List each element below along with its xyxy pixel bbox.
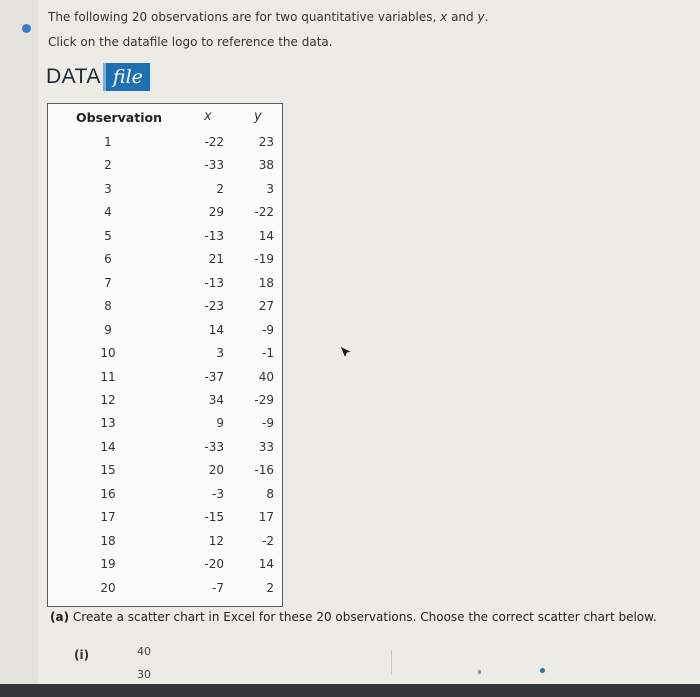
cell-observation: 17 [100, 510, 116, 525]
cell-y: -19 [254, 252, 274, 267]
cell-y: 38 [258, 158, 274, 173]
header-y: y [254, 109, 262, 124]
cell-x: -37 [204, 369, 224, 384]
cell-observation: 8 [104, 299, 112, 314]
table-row [48, 225, 282, 248]
table-row [48, 272, 282, 295]
cell-observation: 11 [100, 369, 116, 384]
cell-observation: 4 [104, 205, 112, 220]
cell-x: -22 [204, 135, 224, 149]
cell-observation: 13 [100, 416, 116, 431]
table-row [48, 131, 282, 154]
cell-y: 33 [258, 439, 274, 454]
cell-x: -15 [204, 510, 224, 525]
cell-y: -16 [254, 463, 274, 478]
cell-x: 3 [216, 346, 224, 361]
cell-x: -20 [204, 557, 224, 572]
instruction-text: Click on the datafile logo to reference the data. [48, 35, 333, 49]
cell-observation: 20 [100, 580, 116, 595]
header-observation: Observation [76, 110, 162, 125]
cell-x: -13 [204, 275, 224, 290]
cell-y: 14 [258, 557, 274, 572]
datafile-logo-file: file [103, 63, 150, 91]
cell-y: 2 [266, 580, 274, 595]
table-row [48, 248, 282, 271]
cell-x: 14 [208, 322, 224, 337]
cell-y: 14 [258, 228, 274, 243]
table-row [48, 389, 282, 412]
cell-x: -7 [212, 580, 224, 595]
cell-observation: 14 [100, 439, 116, 454]
table-row [48, 366, 282, 389]
table-row [48, 530, 282, 553]
option-i-point [540, 668, 545, 673]
cell-observation: 3 [104, 181, 112, 196]
question-a-label: (a) [50, 610, 70, 624]
cell-observation: 5 [104, 228, 112, 243]
cell-x: 34 [208, 392, 224, 407]
cell-x: 12 [208, 533, 224, 548]
table-row [48, 319, 282, 342]
cell-y: -29 [254, 392, 274, 407]
intro-text [48, 10, 488, 24]
option-i-ytick-40: 40 [137, 645, 151, 658]
cell-y: -1 [262, 346, 274, 361]
table-row [48, 342, 282, 365]
cell-x: -33 [204, 158, 224, 173]
cell-observation: 18 [100, 533, 116, 548]
option-i-ytick-30: 30 [137, 668, 151, 681]
cell-x: -3 [212, 486, 224, 501]
option-i-label: (i) [74, 648, 90, 662]
mouse-pointer-icon [338, 344, 354, 360]
datafile-logo-button[interactable] [46, 63, 150, 91]
table-row [48, 154, 282, 177]
cell-x: -33 [204, 439, 224, 454]
table-row [48, 201, 282, 224]
table-row [48, 459, 282, 482]
cell-observation: 16 [100, 486, 116, 501]
cell-observation: 2 [104, 158, 112, 173]
option-i-point [478, 670, 481, 674]
cell-observation: 7 [104, 275, 112, 290]
data-table [47, 103, 283, 607]
cell-x: 21 [208, 252, 224, 267]
table-row [48, 178, 282, 201]
cell-y: 18 [258, 275, 274, 290]
table-row [48, 553, 282, 576]
intro-and: and [447, 10, 478, 24]
cell-observation: 19 [100, 557, 116, 572]
question-bullet-icon [22, 24, 31, 33]
cell-x: 20 [208, 463, 224, 478]
cell-y: 23 [258, 135, 274, 149]
cell-y: 40 [258, 369, 274, 384]
table-row [48, 295, 282, 318]
intro-period: . [484, 10, 489, 24]
cell-y: -9 [262, 416, 274, 431]
table-row [48, 483, 282, 506]
question-a-text: Create a scatter chart in Excel for these 20 observations. Choose the correct scatter chart below. [69, 610, 657, 624]
table-row [48, 506, 282, 529]
cell-observation: 12 [100, 392, 116, 407]
cell-x: -23 [204, 299, 224, 314]
cell-y: 27 [258, 299, 274, 314]
cell-y: -22 [254, 205, 274, 220]
cell-observation: 6 [104, 252, 112, 267]
intro-text-main: The following 20 observations are for two quantitative variables, [48, 10, 441, 24]
cell-x: -13 [204, 228, 224, 243]
cell-x: 2 [216, 181, 224, 196]
cell-observation: 15 [100, 463, 116, 478]
table-row [48, 577, 282, 600]
bottom-bar [0, 684, 700, 697]
cell-observation: 1 [104, 135, 112, 149]
option-i-chart-gridline [391, 650, 392, 675]
cell-observation: 9 [104, 322, 112, 337]
datafile-logo-data: DATA [46, 65, 101, 88]
left-rail [0, 0, 38, 697]
cell-y: -2 [262, 533, 274, 548]
cell-y: -9 [262, 322, 274, 337]
table-row [48, 436, 282, 459]
cell-x: 29 [208, 205, 224, 220]
cell-y: 17 [258, 510, 274, 525]
question-a [50, 610, 657, 624]
cell-x: 9 [216, 416, 224, 431]
table-header-row [48, 104, 282, 130]
intro-var-y: y [477, 10, 485, 24]
header-x: x [204, 109, 212, 124]
table-row [48, 412, 282, 435]
cell-y: 3 [266, 181, 274, 196]
cell-y: 8 [266, 486, 274, 501]
intro-var-x: x [440, 10, 448, 24]
cell-observation: 10 [100, 346, 116, 361]
